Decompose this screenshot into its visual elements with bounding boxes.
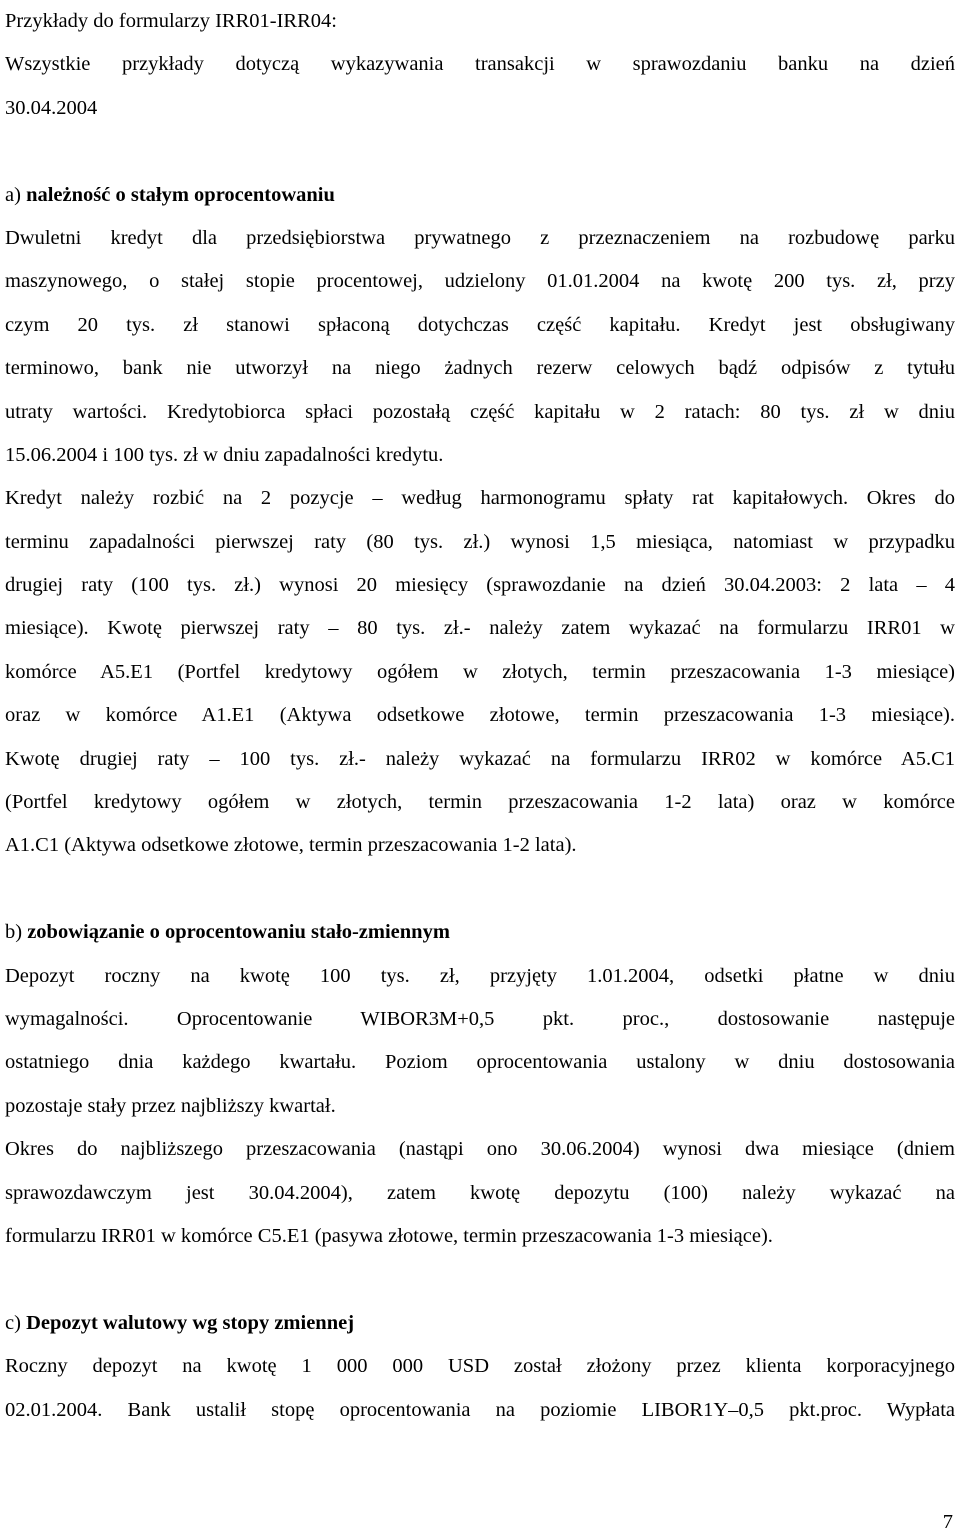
section-a-line: komórce A5.E1 (Portfel kredytowy ogółem w złotych, termin przeszacowania 1-3 miesiące)	[5, 660, 955, 683]
section-a-line: maszynowego, o stałej stopie procentowej, udzielony 01.01.2004 na kwotę 200 tys. zł, przy	[5, 270, 955, 293]
section-a-line: czym 20 tys. zł stanowi spłaconą dotychczas część kapitału. Kredyt jest obsługiwany	[5, 313, 955, 336]
intro-line: Wszystkie przykłady dotyczą wykazywania transakcji w sprawozdaniu banku na dzień	[5, 53, 955, 76]
section-a-line: terminowo, bank nie utworzył na niego żadnych rezerw celowych bądź odpisów z tytułu	[5, 357, 955, 380]
section-b-line: pozostaje stały przez najbliższy kwartał.	[5, 1094, 336, 1117]
paragraph-gap	[5, 130, 955, 173]
section-b-line: formularzu IRR01 w komórce C5.E1 (pasywa złotowe, termin przeszacowania 1-3 miesiące).	[5, 1224, 773, 1247]
section-label: c)	[5, 1311, 21, 1334]
section-b-heading	[5, 911, 955, 954]
section-a-line: drugiej raty (100 tys. zł.) wynosi 20 miesięcy (sprawozdanie na dzień 30.04.2003: 2 lata – 4	[5, 574, 955, 597]
section-b-line: wymagalności. Oprocentowanie WIBOR3M+0,5 pkt. proc., dostosowanie następuje	[5, 1007, 955, 1030]
section-label: b)	[5, 921, 23, 944]
section-a-line: terminu zapadalności pierwszej raty (80 tys. zł.) wynosi 1,5 miesiąca, natomiast w przypadku	[5, 530, 955, 553]
section-b-line: Okres do najbliższego przeszacowania (nastąpi ono 30.06.2004) wynosi dwa miesiące (dniem	[5, 1138, 955, 1161]
page-number: 7	[942, 1511, 953, 1533]
section-b-line: Depozyt roczny na kwotę 100 tys. zł, przyjęty 1.01.2004, odsetki płatne w dniu	[5, 964, 955, 987]
section-c-line: Roczny depozyt na kwotę 1 000 000 USD został złożony przez klienta korporacyjnego	[5, 1355, 955, 1378]
section-title: zobowiązanie o oprocentowaniu stało-zmiennym	[27, 921, 450, 944]
section-title: należność o stałym oprocentowaniu	[26, 183, 335, 206]
section-a-line: Kwotę drugiej raty – 100 tys. zł.- należy wykazać na formularzu IRR02 w komórce A5.C1	[5, 747, 955, 770]
section-a-line: A1.C1 (Aktywa odsetkowe złotowe, termin przeszacowania 1-2 lata).	[5, 834, 577, 857]
paragraph-gap	[5, 1258, 955, 1301]
section-c-line: 02.01.2004. Bank ustalił stopę oprocentowania na poziomie LIBOR1Y–0,5 pkt.proc. Wypłata	[5, 1398, 955, 1421]
section-b-line: ostatniego dnia każdego kwartału. Poziom oprocentowania ustalony w dniu dostosowania	[5, 1051, 955, 1074]
section-title: Depozyt walutowy wg stopy zmiennej	[26, 1311, 355, 1334]
section-a-heading	[5, 174, 955, 217]
intro-line: 30.04.2004	[5, 96, 98, 119]
section-a-line: 15.06.2004 i 100 tys. zł w dniu zapadalności kredytu.	[5, 443, 444, 466]
section-b-line: sprawozdawczym jest 30.04.2004), zatem kwotę depozytu (100) należy wykazać na	[5, 1181, 955, 1204]
document-title: Przykłady do formularzy IRR01-IRR04:	[5, 10, 337, 32]
section-a-line: Kredyt należy rozbić na 2 pozycje – według harmonogramu spłaty rat kapitałowych. Okres do	[5, 487, 955, 510]
section-a-line: utraty wartości. Kredytobiorca spłaci pozostałą część kapitału w 2 ratach: 80 tys. zł w dniu	[5, 400, 955, 423]
section-a-line: Dwuletni kredyt dla przedsiębiorstwa prywatnego z przeznaczeniem na rozbudowę parku	[5, 226, 955, 249]
paragraph-gap	[5, 868, 955, 911]
section-a-line: oraz w komórce A1.E1 (Aktywa odsetkowe złotowe, termin przeszacowania 1-3 miesiące).	[5, 704, 955, 727]
section-c-heading	[5, 1302, 955, 1345]
section-a-line: (Portfel kredytowy ogółem w złotych, termin przeszacowania 1-2 lata) oraz w komórce	[5, 791, 955, 814]
document-page	[5, 0, 955, 1432]
section-label: a)	[5, 183, 21, 206]
section-a-line: miesiące). Kwotę pierwszej raty – 80 tys. zł.- należy zatem wykazać na formularzu IRR01 w	[5, 617, 955, 640]
